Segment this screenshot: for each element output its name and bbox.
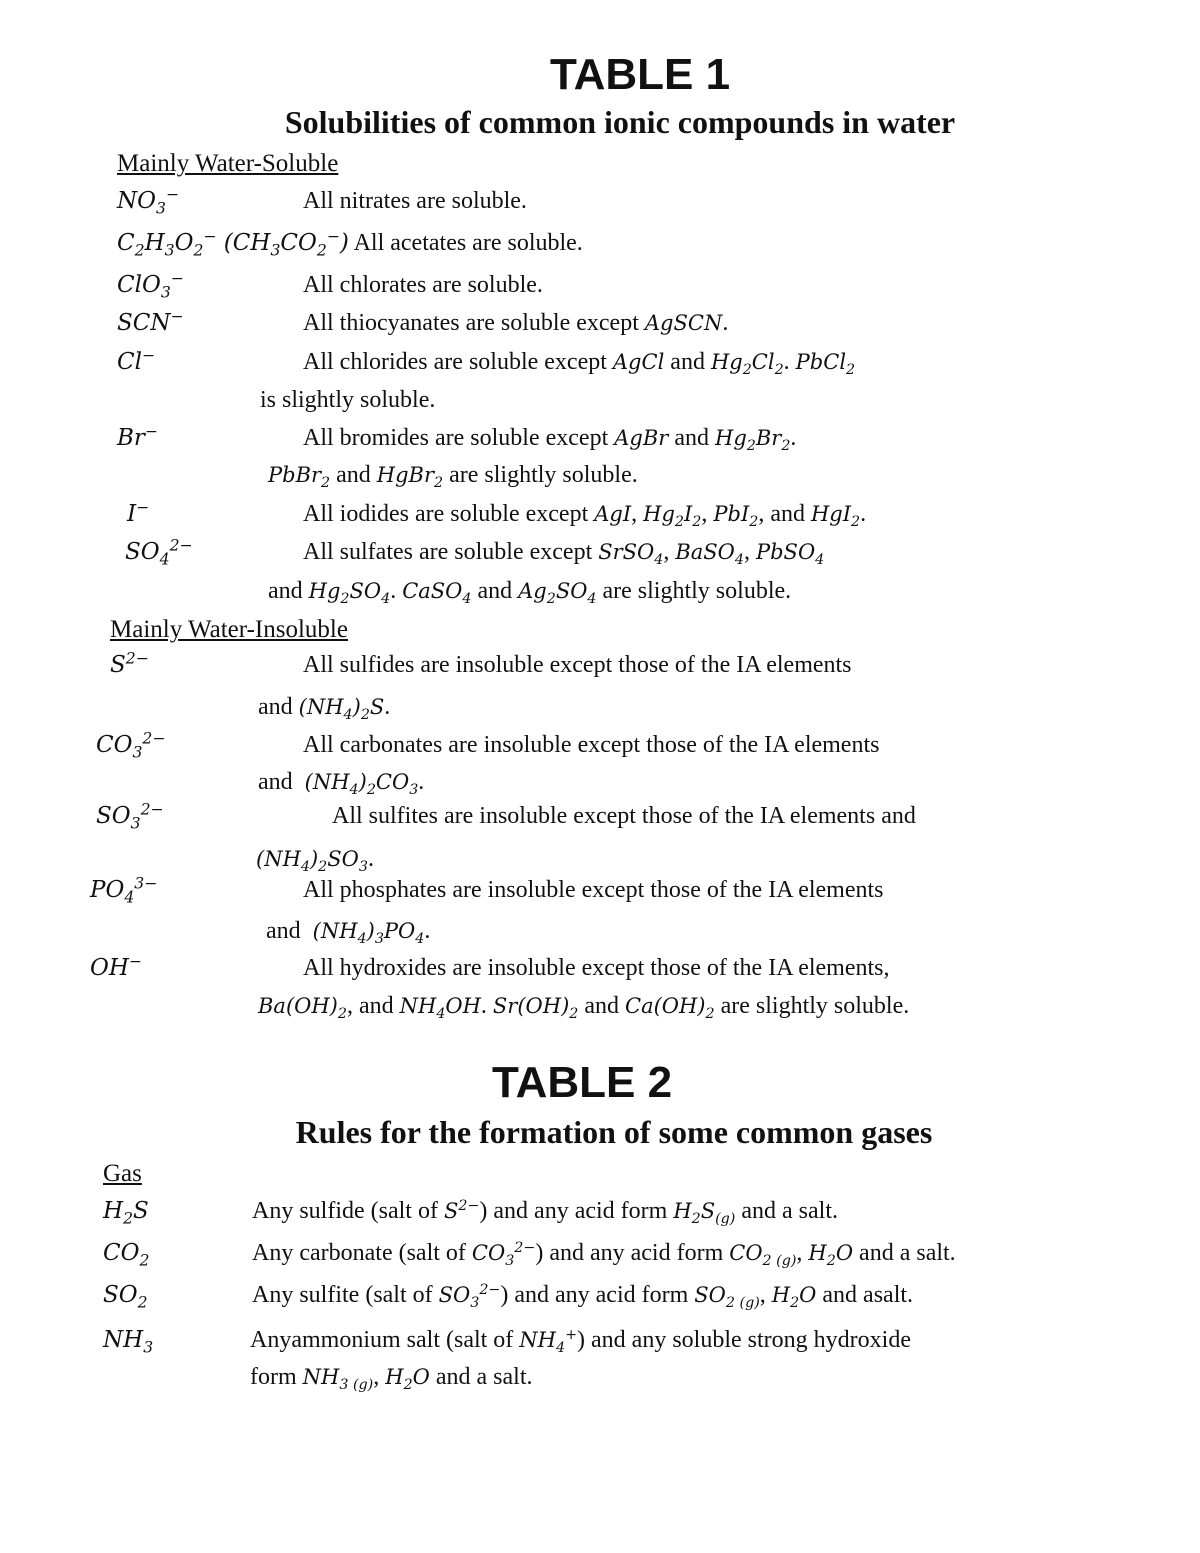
table1-subtitle: Solubilities of common ionic compounds in water xyxy=(284,104,956,140)
rule-bromide-cont: PbBr$_2$ and HgBr$_2$ are slightly soluble. xyxy=(268,462,638,492)
insoluble-section-header: Mainly Water-Insoluble xyxy=(110,616,348,643)
gas-h2s: $H_2S$ xyxy=(103,1198,149,1228)
rule-iodide: All iodides are soluble except AgI, $Hg_2I_2$, PbI$_2$, and HgI$_2$. xyxy=(303,501,867,531)
table1-title: TABLE 1 xyxy=(549,50,731,99)
gas-rule-nh3: Anyammonium salt (salt of $NH_4^+$) and any soluble strong hydroxide xyxy=(250,1327,911,1357)
gas-so2: $SO_2$ xyxy=(103,1282,148,1312)
rule-sulfate-cont: and $Hg_2SO_4$. CaSO$_4$ and $Ag_2SO_4$ are slightly soluble. xyxy=(268,578,792,608)
rule-thiocyanate: All thiocyanates are soluble except AgSCN. xyxy=(303,310,729,336)
rule-hydroxide-cont: $Ba(OH)_2$, and $NH_4OH$. $Sr(OH)_2$ and $Ca(OH)_2$ are slightly soluble. xyxy=(258,993,910,1023)
ion-chlorate: ClO$_3$− xyxy=(117,268,184,302)
rule-hydroxide: All hydroxides are insoluble except those of the IA elements, xyxy=(303,955,890,981)
gas-co2: $CO_2$ xyxy=(103,1240,150,1270)
ion-sulfide: $S^{2-}$ xyxy=(110,648,149,678)
rule-phosphate: All phosphates are insoluble except those of the IA elements xyxy=(303,877,884,903)
ion-sulfite: $SO_3^{2-}$ xyxy=(96,799,164,833)
rule-phosphate-cont: and $(NH_4)_3PO_4$. xyxy=(266,918,431,948)
ion-thiocyanate: SCN− xyxy=(117,306,184,336)
rule-carbonate: All carbonates are insoluble except those of the IA elements xyxy=(303,732,880,758)
table2-title: TABLE 2 xyxy=(491,1058,673,1107)
rule-sulfide: All sulfides are insoluble except those of the IA elements xyxy=(303,652,852,678)
rule-sulfite-cont: $(NH_4)_2SO_3$. xyxy=(256,846,374,876)
rule-chloride-cont: is slightly soluble. xyxy=(260,387,436,413)
ion-nitrate: $NO_3^-$ xyxy=(117,184,180,218)
gas-nh3: $NH_3$ xyxy=(103,1327,154,1357)
rule-sulfide-cont: and $(NH_4)_2S$. xyxy=(258,694,391,724)
ion-carbonate: $CO_3^{2-}$ xyxy=(96,728,166,762)
ion-sulfate: $SO_4^{2-}$ xyxy=(125,535,193,569)
rule-sulfate: All sulfates are soluble except SrSO$_4$, BaSO$_4$, PbSO$_4$ xyxy=(303,539,825,569)
rule-chlorate: All chlorates are soluble. xyxy=(303,272,543,298)
rule-chloride: All chlorides are soluble except AgCl and $Hg_2Cl_2$. PbCl$_2$ xyxy=(303,349,856,379)
ion-hydroxide: OH− xyxy=(90,951,143,981)
ion-chloride: Cl− xyxy=(117,345,156,375)
rule-acetate: $C_2H_3O_2^-$ $(CH_3CO_2^-)$ All acetates are soluble. xyxy=(117,226,583,260)
soluble-section-header: Mainly Water-Soluble xyxy=(117,150,339,177)
ion-phosphate: $PO_4^{3-}$ xyxy=(90,873,158,907)
rule-bromide: All bromides are soluble except AgBr and $Hg_2Br_2$. xyxy=(303,425,797,455)
rule-carbonate-cont: and $(NH_4)_2CO_3$. xyxy=(258,769,425,799)
ion-bromide: Br− xyxy=(117,421,158,451)
rule-nitrate: All nitrates are soluble. xyxy=(303,188,527,214)
gas-rule-co2: Any carbonate (salt of $CO_3^{2-}$) and any acid form $CO_{2 (g)}$, $H_2O$ and a salt. xyxy=(252,1240,956,1270)
rule-sulfite: All sulfites are insoluble except those of the IA elements and xyxy=(332,803,916,829)
gas-rule-nh3-cont: form $NH_{3 (g)}$, $H_2O$ and a salt. xyxy=(250,1364,533,1394)
gas-rule-h2s: Any sulfide (salt of $S^{2-}$) and any acid form $H_2S_{(g)}$ and a salt. xyxy=(252,1198,839,1228)
gas-header: Gas xyxy=(103,1160,142,1187)
ion-iodide: I− xyxy=(127,497,150,527)
gas-rule-so2: Any sulfite (salt of $SO_3^{2-}$) and any acid form $SO_{2 (g)}$, $H_2O$ and asalt. xyxy=(252,1282,914,1312)
table2-subtitle: Rules for the formation of some common gases xyxy=(295,1114,933,1150)
